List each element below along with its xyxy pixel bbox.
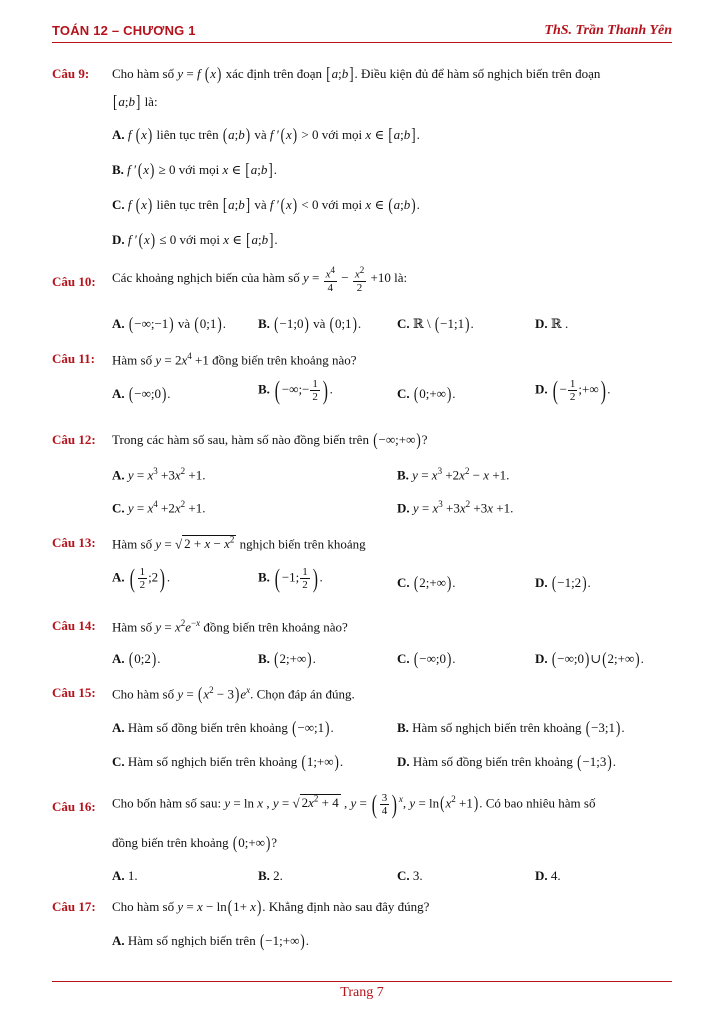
option-c[interactable]: C. (2;+∞). (397, 572, 456, 593)
option-a[interactable]: A. (0;2). (112, 648, 161, 669)
question-number: Câu 11: (52, 351, 95, 366)
option-a[interactable]: A. (−∞;0). (112, 383, 171, 404)
question-number: Câu 9: (52, 66, 90, 81)
header-author: ThS. Trần Thanh Yên (544, 23, 672, 38)
question-text-cont: [a;b] là: (113, 91, 158, 112)
question-number: Câu 15: (52, 685, 96, 700)
question-text: Trong các hàm số sau, hàm số nào đồng biến trên (−∞;+∞)? (112, 429, 428, 450)
question-text-cont: đồng biến trên khoảng (0;+∞)? (112, 832, 278, 853)
option-c[interactable]: C. (−∞;0). (397, 648, 456, 669)
question-text: Các khoảng nghịch biến của hàm số y = $\frac{x^4}{4}$ − $\frac{x^2}{2}$ +10 là: (112, 265, 408, 294)
option-c[interactable]: C. $y = x^4 +2x^2 +1$. (112, 499, 206, 516)
option-d[interactable]: D. 4. (535, 868, 561, 883)
option-b[interactable]: B. ( −∞;− $\frac{1}{2}$ ) . (258, 375, 333, 405)
option-b[interactable]: B. (2;+∞). (258, 648, 316, 669)
question-number: Câu 14: (52, 618, 96, 633)
question-text: Hàm số $y = 2x^4 +1$ đồng biến trên khoảng nào? (112, 351, 357, 368)
option-a[interactable]: A. $y = x^3 +3x^2 +1$. (112, 466, 206, 483)
option-a[interactable]: A. Hàm số nghịch biến trên (−1;+∞). (112, 930, 309, 951)
option-b[interactable]: B. Hàm số nghịch biến trên khoảng (−3;1). (397, 717, 625, 738)
option-a[interactable]: A. ( $\frac{1}{2}$ ;2) . (112, 563, 171, 593)
question-text: Hàm số y = √ $2 + x - x^2$ nghịch biến trên khoảng (112, 535, 366, 552)
option-d[interactable]: D. $y = x^3 +3x^2 +3x +1$. (397, 499, 514, 516)
page-number: Trang 7 (340, 985, 384, 1000)
option-d[interactable]: D. ( − $\frac{1}{2}$ ;+∞) . (535, 375, 611, 405)
option-a[interactable]: A. (−∞;−1) và (0;1). (112, 313, 226, 334)
header-chapter: TOÁN 12 – CHƯƠNG 1 (52, 23, 196, 38)
option-d[interactable]: D. Hàm số đồng biến trên khoảng (−1;3). (397, 751, 616, 772)
question-text: Cho hàm số y = x − ln(1+ x). Khẳng định nào sau đây đúng? (112, 896, 430, 917)
question-text: Cho hàm số y = f (x) xác định trên đoạn [a;b]. Điều kiện đủ để hàm số nghịch biến trên đoạn (112, 63, 601, 84)
option-c[interactable]: C. Hàm số nghịch biến trên khoảng (1;+∞). (112, 751, 344, 772)
question-number: Câu 12: (52, 432, 96, 447)
option-c[interactable]: C. ℝ \ (−1;1). (397, 313, 474, 334)
option-b[interactable]: B. (−1;0) và (0;1). (258, 313, 362, 334)
question-text: Cho bốn hàm số sau: y = ln x , y = √ $2x^2 + 4$ , y = ( $\frac{3}{4}$ ) $^x$, $y = \ln(x^2 +1)$. Có bao nhiêu hàm số (112, 789, 596, 819)
option-b[interactable]: B. 2. (258, 868, 283, 883)
option-c[interactable]: C. 3. (397, 868, 423, 883)
question-number: Câu 17: (52, 899, 96, 914)
option-d[interactable]: D. ℝ . (535, 316, 569, 331)
option-c[interactable]: C. f (x) liên tục trên [a;b] và f ′(x) < 0 với mọi x ∈ (a;b). (112, 194, 420, 215)
option-d[interactable]: D. (−1;2). (535, 572, 591, 593)
question-text: Cho hàm số $y = (x^2 - 3)e^x$. Chọn đáp án đúng. (112, 683, 355, 704)
question-number: Câu 16: (52, 799, 96, 814)
option-d[interactable]: D. f ′(x) ≤ 0 với mọi x ∈ [a;b]. (112, 229, 278, 250)
option-d[interactable]: D. (−∞;0)∪(2;+∞). (535, 648, 644, 669)
option-b[interactable]: B. ( −1; $\frac{1}{2}$ ) . (258, 563, 323, 593)
question-text: Hàm số $y = x^2e^{-x}$ đồng biến trên khoảng nào? (112, 618, 348, 635)
option-a[interactable]: A. f (x) liên tục trên (a;b) và f ′(x) > 0 với mọi x ∈ [a;b]. (112, 124, 420, 145)
header-divider (52, 42, 672, 43)
question-number: Câu 10: (52, 274, 96, 289)
option-b[interactable]: B. f ′(x) ≥ 0 với mọi x ∈ [a;b]. (112, 159, 277, 180)
question-number: Câu 13: (52, 535, 96, 550)
footer-divider (52, 981, 672, 982)
option-a[interactable]: A. Hàm số đồng biến trên khoảng (−∞;1). (112, 717, 334, 738)
option-b[interactable]: B. $y = x^3 +2x^2 - x +1$. (397, 466, 510, 483)
option-c[interactable]: C. (0;+∞). (397, 383, 456, 404)
option-a[interactable]: A. 1. (112, 868, 138, 883)
